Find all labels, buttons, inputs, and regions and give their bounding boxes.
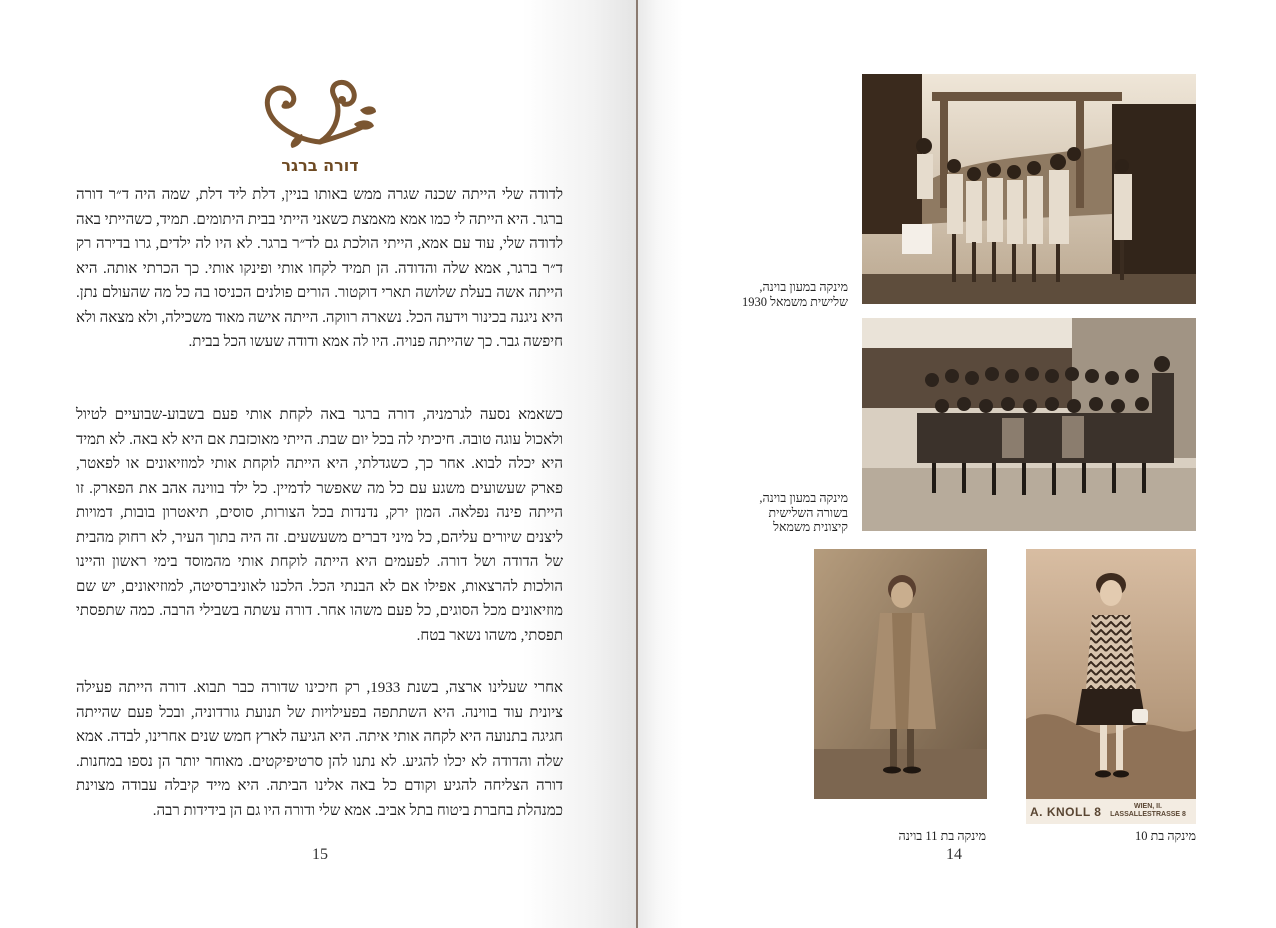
photo-girl-coat <box>814 549 987 799</box>
caption-line: מינקה במעון בוינה, <box>759 491 848 505</box>
photo-caption <box>1040 829 1196 844</box>
studio-name: A. KNOLL 8 <box>1030 805 1102 819</box>
page-number-left: 15 <box>312 846 328 863</box>
caption-line: מינקה בת 10 <box>1134 829 1196 843</box>
photo-group-outdoor <box>862 74 1196 304</box>
photo-caption <box>700 491 848 535</box>
story-title: דורה ברגר <box>281 156 359 175</box>
photo-caption <box>830 829 986 844</box>
caption-line: בשורה השלישית <box>768 505 848 520</box>
body-paragraph: אחרי שעלינו ארצה, בשנת 1933, רק חיכינו שדורה כבר תבוא. דורה הייתה פעילה ציונית עוד בווינה. היא השתתפה בפעילויות של תנועת גורדוניה, ובכל פעם שהייתה חגיגה בתנועה היא לקחה אותי איתה. היא הגיעה לארץ חמש שנים אחרינו, לבדה. אמא שלה והדודה לא יכלו להגיע. לא נתנו להן סרטיפיקטים. מאוחר יותר הן נספו במחנות. דורה הצליחה להגיע וקודם כל באה אלינו הביתה. היא מייד קיבלה עבודה מצוינת כמנהלת בחברת ביטוח בתל אביב. אמא שלי ודורה היו גם הן בידידות רבה. <box>76 680 564 819</box>
flourish-ornament-icon <box>258 74 382 150</box>
caption-line: שלישית משמאל 1930 <box>742 294 848 309</box>
body-paragraph: לדודה שלי הייתה שכנה שגרה ממש באותו בניין, דלת ליד דלת, שמה היה ד״ר דורה ברגר. היא הייתה לי כמו אמא מאמצת כשאני הייתי בבית היתומים. תמיד, כשהייתי באה לדודה שלי, עוד עם אמא, הייתי הולכת גם לד״ר ברגר. לא היו לה ילדים, גרו בדירה רק ד״ר ברגר, אמא שלה והדודה. הן תמיד לקחו אותי ופינקו אותי. כך הכרתי אותה. היא הייתה אשה בעלת שלושה תארי דוקטור. הורים פולנים הכניסו בה כל מה שהעולם נתן. היא ניגנה בכינור וידעה הכל. נשארה רווקה. הייתה אישה מאוד משכילה, ולא מצאה ולא חיפשה גבר. כך שהייתה פנויה. היו לה אמא ודודה שעשו הכל בבית. <box>76 187 563 350</box>
photo-girl-dress <box>1026 549 1196 824</box>
photo-caption <box>700 280 848 309</box>
studio-stamp <box>1026 801 1196 823</box>
body-paragraph: כשאמא נסעה לגרמניה, דורה ברגר באה לקחת אותי פעם בשבוע-שבועיים לטיול ולאכול עוגה טובה. חיכיתי לה בכל יום שבת. הייתי מאוכזבת אם היא לא באה. לא תמיד היא יכלה לבוא. אחר כך, כשגדלתי, היא הייתה לוקחת אותי למוזיאונים או לפאטר, פארק שעשועים משגע עם כל מה שאפשר לדמיין. כל ילד בווינה אהב את הפארק. זו הייתה פינה נפלאה. המון ירק, נדנדות בכל הצורות, סוסים, תיאטרון בובות, דמויות ליצנים שיורים עליהם, כל מיני דברים משעשעים. זה היה בתוך העיר, לא רחוק מהבית של הדודה ושל דורה. לפעמים היא הייתה לוקחת אותי מהמוסד בימי ראשון והיינו הולכות להרצאות, אפילו אם לא הבנתי הכל. הלכנו לאוניברסיטה, למוזיאונים, יש שם מוזיאונים מכל הסוגים, כל פעם משהו אחר. דורה עשתה בשבילי הרבה. כמה שתפסתי תפסתי, משהו נשאר בטח. <box>76 407 563 644</box>
caption-line: מינקה בת 11 בוינה <box>898 829 986 843</box>
caption-line: מינקה במעון בוינה, <box>759 280 848 294</box>
photo-group-class <box>862 318 1196 531</box>
studio-address: WIEN, II. LASSALLESTRASSE 8 <box>1110 803 1186 818</box>
page-number-right: 14 <box>946 846 962 863</box>
caption-line: קיצונית משמאל <box>773 520 848 534</box>
